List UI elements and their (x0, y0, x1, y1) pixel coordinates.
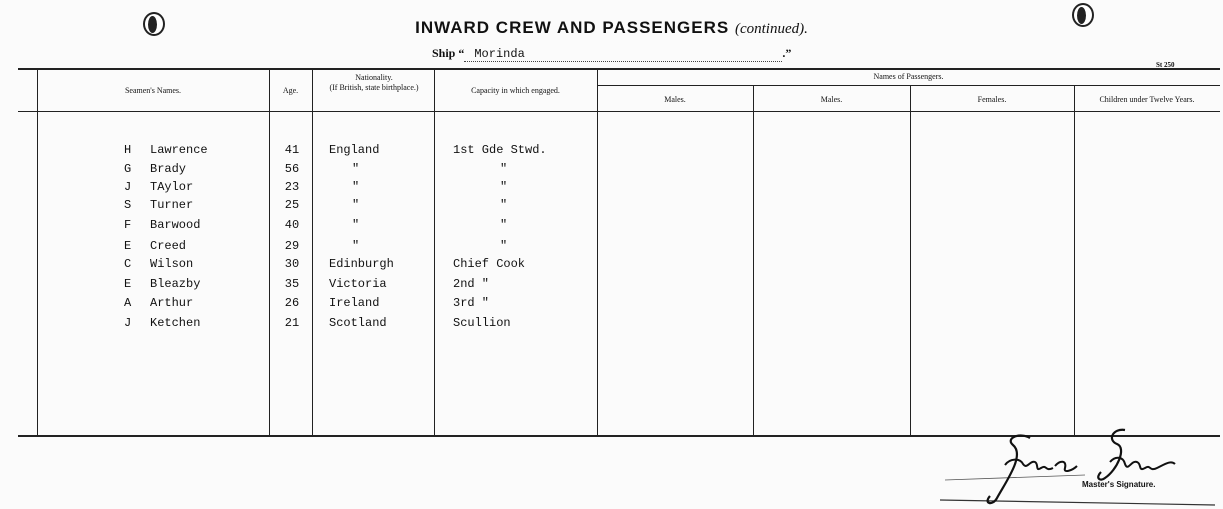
crew-nationality: England (329, 143, 380, 157)
header-capacity: Capacity in which engaged. (471, 86, 560, 95)
crew-nationality: " (352, 162, 360, 176)
header-females: Females. (977, 95, 1007, 104)
col-line-age-nat (312, 70, 313, 436)
header-age: Age. (282, 86, 299, 95)
crew-surname: Turner (150, 198, 194, 212)
ship-close: .” (782, 46, 792, 60)
crew-nationality: Ireland (329, 296, 380, 310)
crew-initial: J (124, 316, 132, 330)
crew-age: 29 (284, 239, 300, 253)
col-line-males (753, 86, 754, 436)
crew-capacity: " (500, 162, 508, 176)
header-children: Children under Twelve Years. (1099, 95, 1195, 104)
crew-capacity: " (500, 180, 508, 194)
col-line-left (37, 70, 38, 436)
ship-line (432, 46, 791, 62)
header-passengers: Names of Passengers. (873, 72, 944, 81)
crew-surname: Ketchen (150, 316, 201, 330)
crew-initial: F (124, 218, 132, 232)
crew-age: 25 (284, 198, 300, 212)
crew-nationality: " (352, 239, 360, 253)
col-line-nat-cap (434, 70, 435, 436)
crew-age: 30 (284, 257, 300, 271)
crew-initial: E (124, 239, 132, 253)
col-line-cap-pass (597, 70, 598, 436)
crew-age: 26 (284, 296, 300, 310)
col-line-name-age (269, 70, 270, 436)
crew-surname: Wilson (150, 257, 194, 271)
master-signature-image (935, 420, 1220, 509)
crew-capacity: Scullion (453, 316, 511, 330)
crew-initial: H (124, 143, 132, 157)
col-line-children (1074, 86, 1075, 436)
crew-surname: Barwood (150, 218, 201, 232)
crew-nationality: " (352, 218, 360, 232)
page-title (0, 18, 1223, 38)
crew-age: 23 (284, 180, 300, 194)
crew-capacity: " (500, 218, 508, 232)
crew-nationality: Victoria (329, 277, 387, 291)
header-males-2: Males. (820, 95, 843, 104)
master-signature-label: Master's Signature. (1082, 480, 1156, 489)
crew-initial: S (124, 198, 132, 212)
crew-initial: G (124, 162, 132, 176)
col-line-females (910, 86, 911, 436)
title-suffix: (continued). (734, 21, 808, 37)
title-text: INWARD CREW AND PASSENGERS (415, 18, 730, 37)
crew-capacity: 3rd " (453, 296, 490, 310)
ship-name: Morinda (464, 47, 782, 62)
header-seamen-names: Seamen's Names. (124, 86, 182, 95)
crew-capacity: 1st Gde Stwd. (453, 143, 547, 157)
passenger-subheader-rule (597, 85, 1220, 86)
crew-capacity: 2nd " (453, 277, 490, 291)
crew-nationality: Scotland (329, 316, 387, 330)
crew-capacity: " (500, 198, 508, 212)
crew-surname: Arthur (150, 296, 194, 310)
ship-label: Ship “ (432, 46, 465, 60)
crew-capacity: " (500, 239, 508, 253)
header-bottom-rule (18, 111, 1220, 112)
crew-initial: E (124, 277, 132, 291)
crew-initial: C (124, 257, 132, 271)
form-number: St 250 (1156, 61, 1175, 69)
crew-initial: J (124, 180, 132, 194)
crew-age: 56 (284, 162, 300, 176)
header-nationality-note: (If British, state birthplace.) (329, 83, 419, 92)
crew-nationality: " (352, 198, 360, 212)
crew-age: 21 (284, 316, 300, 330)
crew-nationality: " (352, 180, 360, 194)
crew-surname: Brady (150, 162, 187, 176)
crew-surname: Lawrence (150, 143, 208, 157)
crew-age: 40 (284, 218, 300, 232)
crew-surname: Creed (150, 239, 187, 253)
crew-surname: TAylor (150, 180, 194, 194)
crew-age: 41 (284, 143, 300, 157)
crew-nationality: Edinburgh (329, 257, 394, 271)
header-nationality-label: Nationality. (355, 73, 393, 82)
crew-initial: A (124, 296, 132, 310)
table-top-rule (18, 68, 1220, 70)
crew-age: 35 (284, 277, 300, 291)
header-nationality (318, 73, 430, 93)
header-males-1: Males. (664, 95, 686, 104)
crew-capacity: Chief Cook (453, 257, 526, 271)
crew-surname: Bleazby (150, 277, 201, 291)
